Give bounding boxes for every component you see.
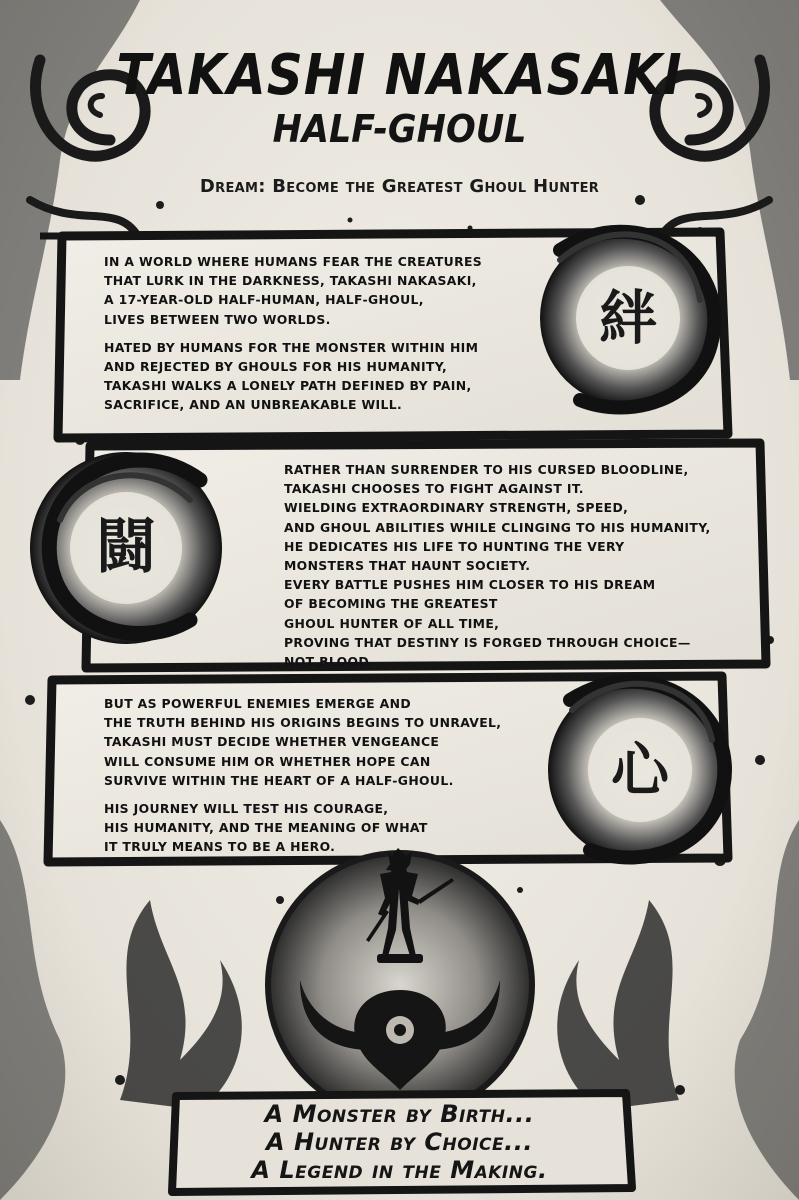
panel-text-line: MONSTERS THAT HAUNT SOCIETY. bbox=[284, 558, 531, 574]
panel-text-line: HATED BY HUMANS FOR THE MONSTER WITHIN HIM bbox=[104, 339, 479, 355]
panel-text-line: LIVES BETWEEN TWO WORLDS. bbox=[104, 311, 331, 327]
panel-text-line: OF BECOMING THE GREATEST bbox=[284, 596, 498, 612]
panel-text-line: EVERY BATTLE PUSHES HIM CLOSER TO HIS DREAM bbox=[284, 577, 656, 593]
panel-text-line: TAKASHI WALKS A LONELY PATH DEFINED BY PAIN, bbox=[104, 378, 472, 394]
panel-2-text bbox=[284, 460, 754, 680]
panel-text-line: AND GHOUL ABILITIES WHILE CLINGING TO HIS HUMANITY, bbox=[284, 519, 711, 535]
kanji-heart: 心 bbox=[610, 736, 669, 804]
panel-text-line: RATHER THAN SURRENDER TO HIS CURSED BLOODLINE, bbox=[284, 462, 689, 477]
panel-paragraph bbox=[284, 460, 754, 671]
panel-text-line: AND REJECTED BY GHOULS FOR HIS HUMANITY, bbox=[104, 359, 448, 375]
panel-text-line: WIELDING EXTRAORDINARY STRENGTH, SPEED, bbox=[284, 500, 629, 516]
tagline-line-1: A Monster by Birth... bbox=[264, 1100, 535, 1128]
kanji-bond: 絆 bbox=[598, 284, 657, 352]
panel-text-line: THAT LURK IN THE DARKNESS, TAKASHI NAKASAKI, bbox=[104, 273, 477, 289]
header bbox=[0, 44, 799, 152]
panel-paragraph bbox=[104, 338, 574, 415]
kanji-fight: 闘 bbox=[96, 512, 156, 582]
panel-text-line: A 17-YEAR-OLD HALF-HUMAN, HALF-GHOUL, bbox=[104, 292, 424, 308]
panel-text-line: IT TRULY MEANS TO BE A HERO. bbox=[104, 839, 336, 855]
panel-text-line: SACRIFICE, AND AN UNBREAKABLE WILL. bbox=[104, 397, 403, 413]
tagline-line-2: A Hunter by Choice... bbox=[266, 1128, 533, 1156]
tagline-line-3: A Legend in the Making. bbox=[251, 1156, 548, 1184]
panel-text-line: TAKASHI CHOOSES TO FIGHT AGAINST IT. bbox=[284, 481, 584, 497]
panel-text-line: IN A WORLD WHERE HUMANS FEAR THE CREATURES bbox=[104, 254, 483, 269]
panel-text-line: PROVING THAT DESTINY IS FORGED THROUGH CHOICE— bbox=[284, 634, 691, 650]
panel-text-line: HIS JOURNEY WILL TEST HIS COURAGE, bbox=[104, 801, 389, 817]
panel-paragraph bbox=[104, 694, 574, 790]
character-type: HALF-GHOUL bbox=[272, 108, 527, 152]
panel-text-line: SURVIVE WITHIN THE HEART OF A HALF-GHOUL. bbox=[104, 772, 454, 788]
panel-text-line: NOT BLOOD. bbox=[284, 654, 375, 670]
panel-paragraph bbox=[104, 799, 574, 857]
dream-statement: Dream: Become the Greatest Ghoul Hunter bbox=[199, 176, 600, 197]
panel-text-line: TAKASHI MUST DECIDE WHETHER VENGEANCE bbox=[104, 734, 440, 750]
panel-text-line: WILL CONSUME HIM OR WHETHER HOPE CAN bbox=[104, 753, 431, 769]
panel-3-text bbox=[104, 694, 574, 866]
panel-text-line: HIS HUMANITY, AND THE MEANING OF WHAT bbox=[104, 820, 428, 836]
character-name: TAKASHI NAKASAKI bbox=[116, 42, 683, 108]
panel-text-line: THE TRUTH BEHIND HIS ORIGINS BEGINS TO UNRAVEL, bbox=[104, 715, 502, 731]
panel-text-line: BUT AS POWERFUL ENEMIES EMERGE AND bbox=[104, 696, 411, 711]
panel-text-line: HE DEDICATES HIS LIFE TO HUNTING THE VERY bbox=[284, 538, 625, 554]
panel-text-line: GHOUL HUNTER OF ALL TIME, bbox=[284, 615, 500, 631]
panel-paragraph bbox=[104, 252, 574, 329]
panel-1-text bbox=[104, 252, 574, 424]
